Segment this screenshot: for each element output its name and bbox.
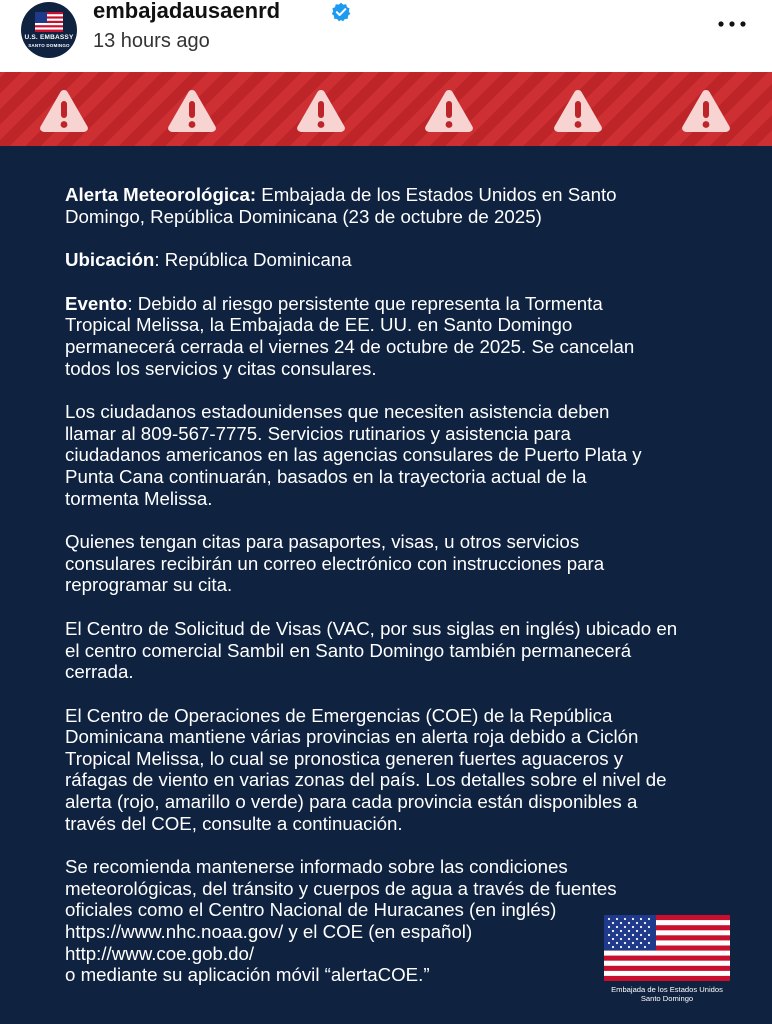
us-flag-icon <box>604 915 730 981</box>
warning-triangle-icon <box>295 87 347 133</box>
alert-title-text: Embajada de los Estados Unidos en Santo Domingo, República Dominicana (23 de octubre de 2025) <box>65 184 617 227</box>
warning-triangle-icon <box>680 87 732 133</box>
avatar-text-line1: U.S. EMBASSY <box>24 34 74 41</box>
alert-title-label: Alerta Meteorológica: <box>65 184 257 205</box>
paragraph-vac: El Centro de Solicitud de Visas (VAC, por sus siglas en inglés) ubicado en el centro comercial Sambil en Santo Domingo también permanecerá cerrada. <box>65 617 678 683</box>
alert-title <box>65 184 705 227</box>
paragraph-recommend: Se recomienda mantenerse informado sobre las condiciones meteorológicas, del tránsito y cuerpos de agua a través de fuentes oficiales como el Centro Nacional de Huracanes (en inglés) https://www.nhc.noaa.gov/ y el COE (en español) http://www.coe.gob.do/ o mediante su aplicación móvil “alertaCOE.” <box>65 856 617 986</box>
post-header <box>0 0 772 74</box>
event-text: : Debido al riesgo persistente que representa la Tormenta Tropical Melissa, la Embajada de EE. UU. en Santo Domingo permanecerá cerrada el viernes 24 de octubre de 2025. Se cancelan todos los servicios y citas consulares. <box>65 292 635 379</box>
embassy-caption <box>604 985 730 1003</box>
location-label: Ubicación <box>65 249 155 271</box>
paragraph-appointments: Quienes tengan citas para pasaportes, visas, u otros servicios consulares recibirán un correo electrónico con instrucciones para reprogramar su cita. <box>65 531 605 596</box>
warning-triangle-icon <box>166 87 218 133</box>
warning-triangle-icon <box>423 87 475 133</box>
avatar-text-line2: SANTO DOMINGO <box>28 43 70 48</box>
alert-event <box>65 293 705 379</box>
more-horizontal-icon[interactable] <box>714 14 750 34</box>
post-timestamp: 13 hours ago <box>93 30 210 52</box>
warning-triangle-icon <box>38 87 90 133</box>
warning-banner <box>0 72 772 146</box>
embassy-flag-logo <box>604 915 730 1003</box>
event-label: Evento <box>65 292 128 314</box>
caption-line2: Santo Domingo <box>640 994 694 1003</box>
username[interactable]: embajadausaenrd <box>93 0 281 23</box>
alert-location <box>65 249 705 271</box>
us-flag-icon <box>35 12 63 32</box>
paragraph-coe: El Centro de Operaciones de Emergencias (COE) de la República Dominicana mantiene várias provincias en alerta roja debido a Ciclón Tropical Melissa, lo cual se pronostica generen fuertes aguaceros y ráfagas de viento en varias zonas del país. Los detalles sobre el nivel de alerta (rojo, amarillo o verde) para cada provincia están disponibles a través del COE, consulte a continuación. <box>65 704 667 834</box>
post-image <box>0 72 772 1024</box>
alert-body <box>65 184 705 1008</box>
location-text: : República Dominicana <box>154 249 352 271</box>
avatar[interactable] <box>21 2 77 58</box>
paragraph-citizens: Los ciudadanos estadounidenses que necesiten asistencia deben llamar al 809-567-7775. Servicios rutinarios y asistencia para ciudadanos americanos en las agencias consulares de Puerto Plata y Punta Cana continuarán, basados en la trayectoria actual de la tormenta Melissa. <box>65 401 642 509</box>
verified-badge-icon <box>331 2 351 22</box>
caption-line1: Embajada de los Estados Unidos <box>611 985 723 994</box>
warning-triangle-icon <box>552 87 604 133</box>
